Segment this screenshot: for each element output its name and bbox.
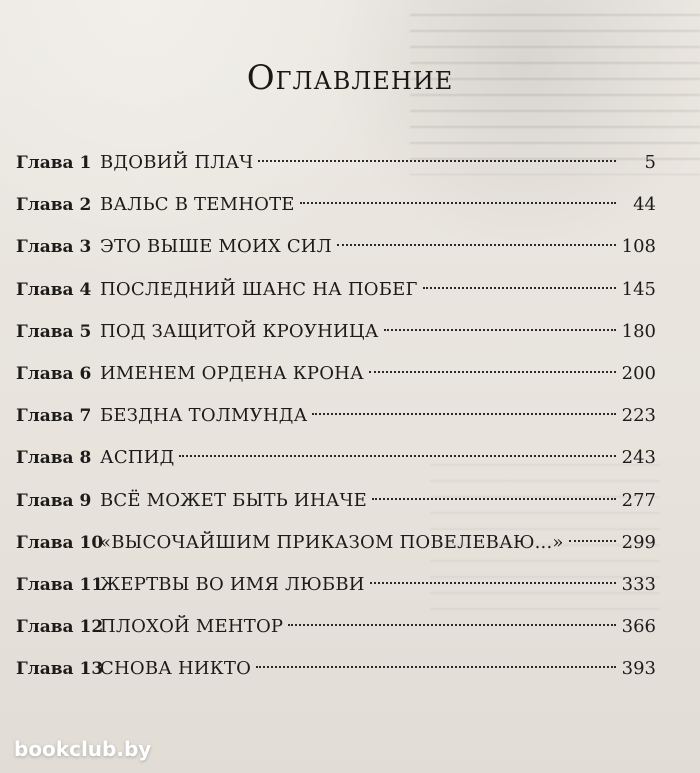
toc-row xyxy=(16,279,656,321)
page-number: 393 xyxy=(621,658,656,680)
page-title: Оглавление xyxy=(246,58,454,98)
chapter-main xyxy=(100,194,656,215)
toc-row xyxy=(16,405,656,447)
toc-row xyxy=(16,490,656,532)
toc-row xyxy=(16,616,656,658)
page-number: 299 xyxy=(621,531,656,553)
toc-row xyxy=(16,321,656,363)
dot-leader xyxy=(423,287,616,289)
chapter-main xyxy=(100,152,656,173)
dot-leader xyxy=(258,160,616,162)
chapter-title: АСПИД xyxy=(100,447,175,469)
chapter-title: ИМЕНЕМ ОРДЕНА КРОНА xyxy=(100,362,364,384)
page-number: 277 xyxy=(621,489,656,511)
dot-leader xyxy=(288,624,615,626)
toc-row xyxy=(16,574,656,616)
chapter-main xyxy=(100,236,656,257)
chapter-label: Глава 2 xyxy=(16,195,92,216)
dot-leader xyxy=(300,202,616,204)
dot-leader xyxy=(179,455,615,457)
watermark-text: bookclub.by xyxy=(14,737,152,761)
chapter-main xyxy=(100,532,656,553)
page-number: 366 xyxy=(621,616,656,638)
chapter-label: Глава 3 xyxy=(16,237,92,258)
page-number: 108 xyxy=(621,236,656,258)
chapter-main xyxy=(100,490,656,511)
toc-row xyxy=(16,194,656,236)
chapter-title: ВДОВИЙ ПЛАЧ xyxy=(100,152,254,173)
chapter-main xyxy=(100,447,656,468)
chapter-main xyxy=(100,574,656,595)
chapter-label: Глава 10 xyxy=(16,532,104,553)
chapter-title: ЭТО ВЫШЕ МОИХ СИЛ xyxy=(100,236,332,258)
chapter-title: ВАЛЬС В ТЕМНОТЕ xyxy=(100,194,295,216)
dot-leader xyxy=(384,329,616,331)
dot-leader xyxy=(369,371,616,373)
chapter-main xyxy=(100,363,656,384)
toc-row xyxy=(16,447,656,489)
dot-leader xyxy=(256,666,616,668)
page-number: 223 xyxy=(621,405,656,427)
chapter-label: Глава 7 xyxy=(16,406,92,427)
chapter-label: Глава 9 xyxy=(16,490,92,511)
chapter-title: БЕЗДНА ТОЛМУНДА xyxy=(100,405,308,427)
page-number: 44 xyxy=(633,194,656,216)
chapter-title: ЖЕРТВЫ ВО ИМЯ ЛЮБВИ xyxy=(100,573,365,595)
chapter-main xyxy=(100,658,656,679)
chapter-label: Глава 4 xyxy=(16,279,92,300)
chapter-title: «ВЫСОЧАЙШИМ ПРИКАЗОМ ПОВЕЛЕВАЮ...» xyxy=(100,531,564,553)
toc-row xyxy=(16,236,656,278)
page-number: 243 xyxy=(621,447,656,469)
page-number: 5 xyxy=(644,152,656,173)
chapter-title: СНОВА НИКТО xyxy=(100,658,252,680)
toc-row xyxy=(16,532,656,574)
page-number: 180 xyxy=(621,320,656,342)
chapter-main xyxy=(100,405,656,426)
chapter-label: Глава 13 xyxy=(16,659,104,680)
dot-leader xyxy=(312,413,615,415)
chapter-main xyxy=(100,616,656,637)
chapter-label: Глава 5 xyxy=(16,321,92,342)
page-number: 200 xyxy=(621,362,656,384)
page-number: 145 xyxy=(621,278,656,300)
chapter-title: ВСЁ МОЖЕТ БЫТЬ ИНАЧЕ xyxy=(100,489,368,511)
toc-row xyxy=(16,658,656,700)
dot-leader xyxy=(372,498,616,500)
chapter-label: Глава 8 xyxy=(16,448,92,469)
table-of-contents xyxy=(16,152,656,700)
page-number: 333 xyxy=(621,573,656,595)
dot-leader xyxy=(337,244,616,246)
dot-leader xyxy=(569,540,616,542)
chapter-title: ПОД ЗАЩИТОЙ КРОУНИЦА xyxy=(100,320,379,342)
chapter-label: Глава 1 xyxy=(16,153,92,173)
chapter-title: ПОСЛЕДНИЙ ШАНС НА ПОБЕГ xyxy=(100,278,418,300)
chapter-label: Глава 12 xyxy=(16,617,104,638)
toc-row xyxy=(16,152,656,194)
chapter-label: Глава 6 xyxy=(16,363,92,384)
chapter-title: ПЛОХОЙ МЕНТОР xyxy=(100,616,284,638)
toc-row xyxy=(16,363,656,405)
chapter-main xyxy=(100,279,656,300)
chapter-label: Глава 11 xyxy=(16,574,104,595)
chapter-main xyxy=(100,321,656,342)
dot-leader xyxy=(370,582,616,584)
